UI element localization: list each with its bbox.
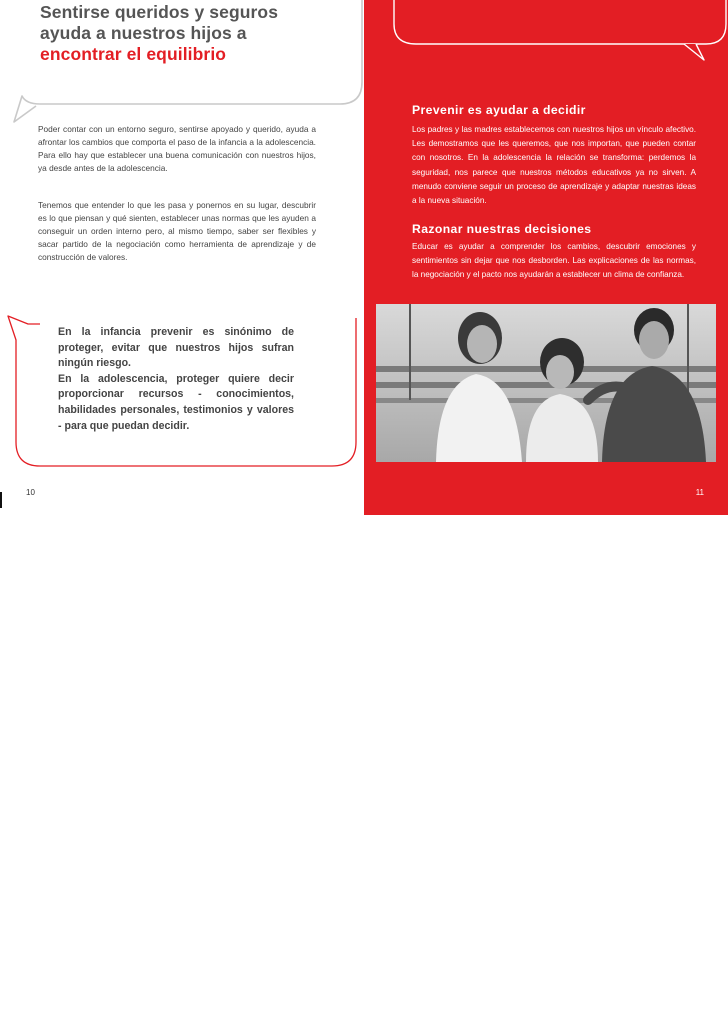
page-title — [40, 2, 340, 65]
title-line-1: Sentirse queridos y seguros — [40, 2, 279, 22]
section-heading-prevenir: Prevenir es ayudar a decidir — [412, 103, 586, 117]
quote-line-1: En la infancia prevenir es sinónimo de proteger, evitar que nuestros hijos sufran ningún riesgo. — [58, 326, 294, 370]
highlight-quote — [58, 325, 294, 434]
body-paragraph-2: Tenemos que entender lo que les pasa y ponernos en su lugar, descubrir es lo que piensan y qué sienten, establecer unas normas que les ayuden a conseguir un orden interno pero, al mismo tiempo, saber ser flexibles y sacar partido de la negociación como herramienta de aprendizaje y de construcción de valores. — [38, 200, 316, 263]
section-heading-razonar: Razonar nuestras decisiones — [412, 222, 592, 236]
crop-mark — [0, 492, 2, 508]
title-accent: encontrar el equilibrio — [40, 44, 227, 64]
quote-line-2: En la adolescencia, proteger quiere decir proporcionar recursos - conocimientos, habilidades personales, testimonios y valores - para que puedan decidir. — [58, 372, 294, 432]
family-photo-icon — [376, 304, 716, 462]
section-text-razonar: Educar es ayudar a comprender los cambios, descubrir emociones y sentimientos sin dejar que nos desborden. Las explicaciones de las normas, la negociación y el pacto nos ayudarán a establecer un clima de confianza. — [412, 242, 696, 280]
left-page — [0, 0, 364, 515]
body-paragraph-1: Poder contar con un entorno seguro, sentirse apoyado y querido, ayuda a afrontar los cambios que comporta el paso de la infancia a la adolescencia. Para ello hay que establecer una buena comunicación con nuestros hijos, ya desde antes de la adolescencia. — [38, 124, 316, 174]
page-number-right: 11 — [695, 488, 704, 497]
page-number-left: 10 — [26, 488, 35, 497]
section-text-prevenir: Los padres y las madres establecemos con nuestros hijos un vínculo afectivo. Les demostramos que les queremos, que nos importan, que pueden contar con nosotros. En la adolescencia la relación se transforma: perdemos la seguridad, nos parece que nuestros métodos educativos ya no sirven. A menudo conviene seguir un proceso de aprendizaje y adaptar nuestras ideas a la nueva situación. — [412, 125, 696, 206]
family-photo — [376, 304, 716, 462]
title-line-2: ayuda a nuestros hijos a — [40, 23, 247, 43]
